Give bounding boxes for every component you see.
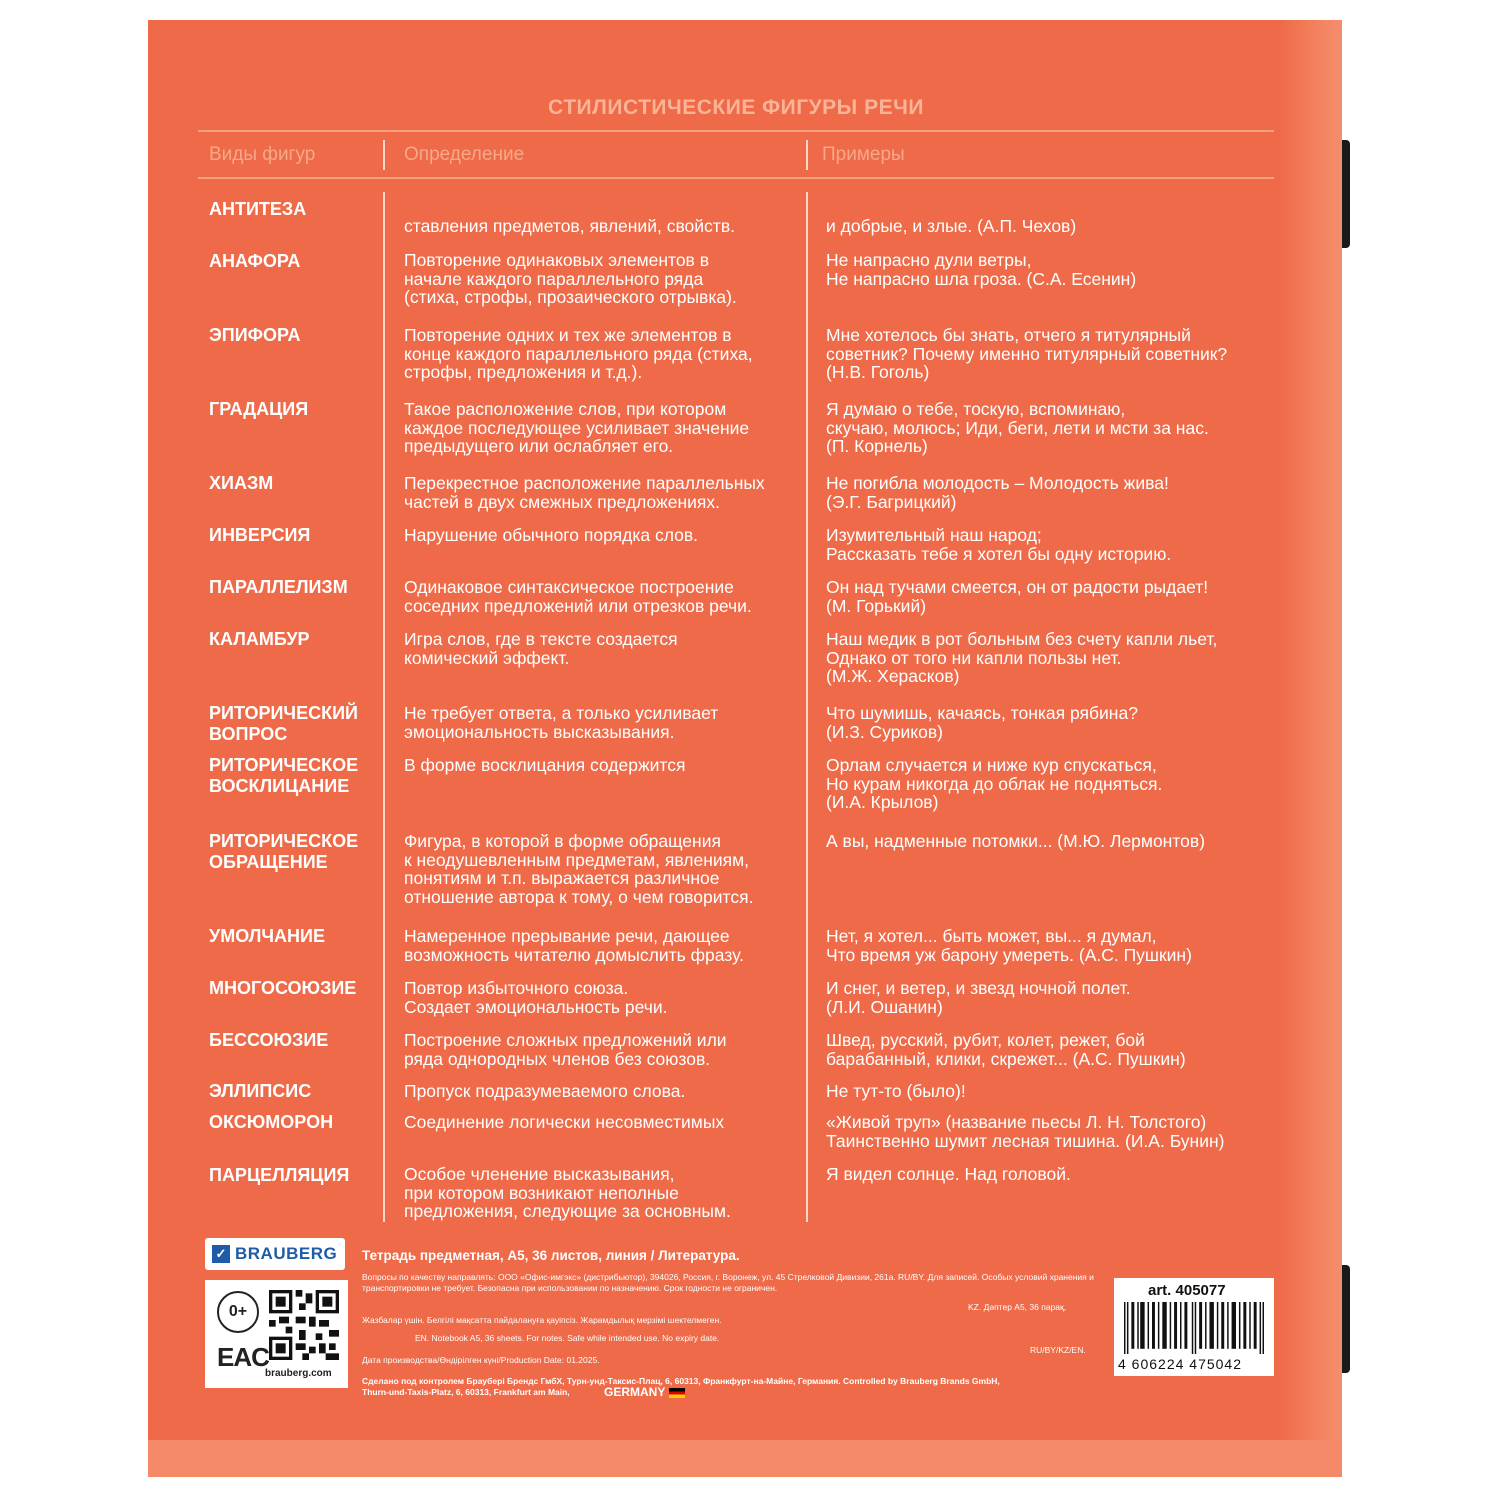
definition-asyndeton: Построение сложных предложений или ряда однородных членов без союзов. [404, 1030, 727, 1069]
column-divider-2 [806, 192, 808, 1222]
definition-polysyndeton: Повтор избыточного союза. Создает эмоциональность речи. [404, 978, 668, 1017]
example-anaphora: Не напрасно дули ветры, Не напрасно шла гроза. (С.А. Есенин) [826, 250, 1137, 289]
definition-rhetorical-question: Не требует ответа, а только усиливает эмоциональность высказывания. [404, 703, 719, 742]
term-parcellation: ПАРЦЕЛЛЯЦИЯ [209, 1165, 350, 1185]
example-parcellation: Я видел солнце. Над головой. [826, 1164, 1071, 1184]
example-ellipsis: Не тут-то (было)! [826, 1081, 966, 1101]
example-inversion: Изумительный наш народ; Рассказать тебе я хотел бы одну историю. [826, 525, 1172, 564]
header-divider-2 [806, 140, 808, 170]
term-chiasmus: ХИАЗМ [209, 473, 274, 493]
kz-label: KZ. Дәптер А5, 36 парақ, [968, 1302, 1067, 1312]
age-rating-badge: 0+ [217, 1291, 259, 1333]
kz-info-text: Жазбалар үшін. Белгілі мақсатта пайдалануға қауіпсіз. Жарамдылық мерзімі шектелмеген. [362, 1315, 722, 1325]
example-rhetorical-question: Что шумишь, качаясь, тонкая рябина? (И.З. Суриков) [826, 703, 1138, 742]
term-antithesis: АНТИТЕЗА [209, 199, 307, 219]
header-rule [198, 177, 1274, 179]
definition-gradation: Такое расположение слов, при котором каждое последующее усиливает значение предыдущего или ослабляет его. [404, 399, 750, 456]
region-codes: RU/BY/KZ/EN. [1030, 1345, 1086, 1355]
header-examples: Примеры [822, 144, 905, 165]
germany-flag-icon [669, 1388, 685, 1398]
example-rhetorical-address: А вы, надменные потомки... (М.Ю. Лермонтов) [826, 831, 1206, 851]
en-info-text: EN. Notebook A5, 36 sheets. For notes. Safe while intended use. No expiry date. [415, 1333, 720, 1343]
barcode-panel [1114, 1278, 1274, 1376]
header-definition: Определение [404, 144, 525, 165]
barcode-icon [1124, 1302, 1264, 1354]
brand-logo [205, 1238, 345, 1270]
country-line [604, 1385, 685, 1399]
cover-bottom-band [148, 1440, 1342, 1477]
term-gradation: ГРАДАЦИЯ [209, 399, 309, 419]
brand-name: BRAUBERG [235, 1244, 338, 1263]
ru-info-text: Вопросы по качеству направлять: ООО «Офис-имгэкс» (дистрибьютор), 394026, Россия, г. Воронеж, ул. 45 Стрелковой Дивизии, 261а. RU/BY. Для записей. Особых условий хранения и транспортировки не требует. Безопасна при использовании по назначению. Срок годности не ограничен. [362, 1272, 1094, 1293]
checkmark-icon: ✓ [212, 1245, 230, 1263]
article-number: art. 405077 [1148, 1282, 1226, 1299]
term-aposiopesis: УМОЛЧАНИЕ [209, 926, 325, 946]
example-gradation: Я думаю о тебе, тоскую, вспоминаю, скучаю, молюсь; Иди, беги, лети и мсти за нас. (П. Корнель) [826, 399, 1209, 456]
qr-code-icon [269, 1290, 339, 1360]
term-anaphora: АНАФОРА [209, 251, 301, 271]
binder-clip-top [1342, 140, 1350, 248]
definition-oxymoron: Соединение логически несовместимых [404, 1112, 725, 1132]
header-divider-1 [383, 140, 385, 170]
example-chiasmus: Не погибла молодость – Молодость жива! (Э.Г. Багрицкий) [826, 473, 1169, 512]
cover-edge [1280, 20, 1342, 1477]
production-date: Дата производства/Өндірілген күні/Production Date: 01.2025. [362, 1355, 600, 1365]
definition-inversion: Нарушение обычного порядка слов. [404, 525, 699, 545]
term-parallelism: ПАРАЛЛЕЛИЗМ [209, 577, 348, 597]
product-title: Тетрадь предметная, А5, 36 листов, линия / Литература. [362, 1248, 740, 1263]
header-types: Виды фигур [209, 144, 316, 165]
definition-epiphora: Повторение одних и тех же элементов в конце каждого параллельного ряда (стиха, строфы, предложения и т.д.). [404, 325, 753, 382]
example-epiphora: Мне хотелось бы знать, отчего я титулярный советник? Почему именно титулярный советник? (Н.В. Гоголь) [826, 325, 1228, 382]
term-oxymoron: ОКСЮМОРОН [209, 1112, 334, 1132]
definition-rhetorical-address: Фигура, в которой в форме обращения к неодушевленным предметам, явлениям, понятиям и т.п. выражается различное отношение автора к тому, о чем говорится. [404, 831, 754, 907]
term-epiphora: ЭПИФОРА [209, 325, 301, 345]
eac-mark: EAC [217, 1342, 269, 1372]
example-polysyndeton: И снег, и ветер, и звезд ночной полет. (Л.И. Ошанин) [826, 978, 1131, 1017]
term-polysyndeton: МНОГОСОЮЗИЕ [209, 978, 357, 998]
column-divider-1 [383, 192, 385, 1222]
example-asyndeton: Швед, русский, рубит, колет, режет, бой барабанный, клики, скрежет... (А.С. Пушкин) [826, 1030, 1186, 1069]
page-title: СТИЛИСТИЧЕСКИЕ ФИГУРЫ РЕЧИ [548, 96, 924, 119]
definition-antithesis: ставления предметов, явлений, свойств. [404, 216, 735, 236]
term-rhetorical-address: РИТОРИЧЕСКОЕ ОБРАЩЕНИЕ [209, 831, 359, 872]
example-antithesis: и добрые, и злые. (А.П. Чехов) [826, 216, 1077, 236]
term-pun: КАЛАМБУР [209, 629, 310, 649]
title-rule [198, 130, 1274, 132]
term-inversion: ИНВЕРСИЯ [209, 525, 311, 545]
definition-aposiopesis: Намеренное прерывание речи, дающее возможность читателю домыслить фразу. [404, 926, 744, 965]
definition-pun: Игра слов, где в тексте создается комический эффект. [404, 629, 678, 668]
maker-info-2: Thurn-und-Taxis-Platz, 6, 60313, Frankfurt am Main, [362, 1387, 570, 1397]
example-oxymoron: «Живой труп» (название пьесы Л. Н. Толстого) Таинственно шумит лесная тишина. (И.А. Бунин) [826, 1112, 1225, 1151]
definition-parallelism: Одинаковое синтаксическое построение соседних предложений или отрезков речи. [404, 577, 752, 616]
country-name: GERMANY [604, 1385, 666, 1399]
example-aposiopesis: Нет, я хотел... быть может, вы... я думал, Что время уж барону умереть. (А.С. Пушкин) [826, 926, 1192, 965]
example-parallelism: Он над тучами смеется, он от радости рыдает! (М. Горький) [826, 577, 1209, 616]
definition-chiasmus: Перекрестное расположение параллельных частей в двух смежных предложениях. [404, 473, 765, 512]
term-rhetorical-question: РИТОРИЧЕСКИЙ ВОПРОС [209, 703, 358, 744]
term-rhetorical-exclamation: РИТОРИЧЕСКОЕ ВОСКЛИЦАНИЕ [209, 755, 359, 796]
example-rhetorical-exclamation: Орлам случается и ниже кур спускаться, Но курам никогда до облак не подняться. (И.А. Крылов) [826, 755, 1163, 812]
binder-clip-bottom [1342, 1265, 1350, 1373]
brand-website: brauberg.com [265, 1368, 332, 1379]
definition-ellipsis: Пропуск подразумеваемого слова. [404, 1081, 686, 1101]
certification-panel [205, 1280, 348, 1388]
term-ellipsis: ЭЛЛИПСИС [209, 1081, 312, 1101]
definition-rhetorical-exclamation: В форме восклицания содержится [404, 755, 686, 775]
barcode-number: 4 606224 475042 [1118, 1356, 1242, 1372]
term-asyndeton: БЕССОЮЗИЕ [209, 1030, 329, 1050]
definition-parcellation: Особое членение высказывания, при котором возникают неполные предложения, следующие за основным. [404, 1164, 731, 1221]
example-pun: Наш медик в рот больным без счету капли льет, Однако от того ни капли пользы нет. (М.Ж. Херасков) [826, 629, 1218, 686]
definition-anaphora: Повторение одинаковых элементов в начале каждого параллельного ряда (стиха, строфы, прозаического отрывка). [404, 250, 737, 307]
maker-info: Сделано под контролем Браубері Брендс ГмбХ, Турн-унд-Таксис-Плац, 6, 60313, Франкфурт-на-Майне, Германия. Controlled by Brauberg Brands GmbH, [362, 1376, 1000, 1386]
